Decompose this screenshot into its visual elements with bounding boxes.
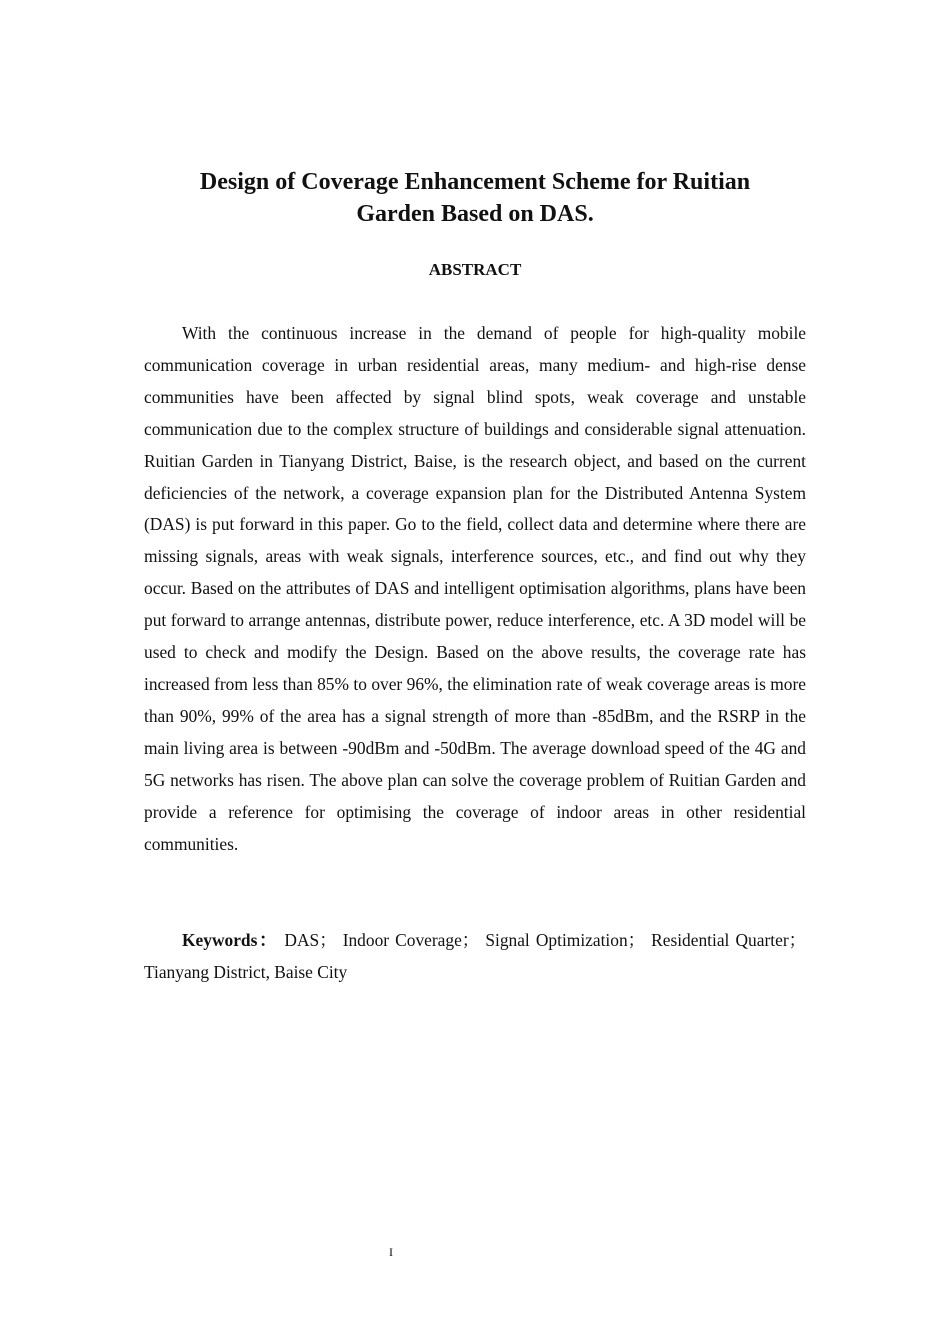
- abstract-body: With the continuous increase in the demand of people for high-quality mobile communication coverage in urban residential areas, many medium- and high-rise dense communities have been affected by signal blind spots, weak coverage and unstable communication due to the complex structure of buildings and considerable signal attenuation. Ruitian Garden in Tianyang District, Baise, is the research object, and based on the current deficiencies of the network, a coverage expansion plan for the Distributed Antenna System (DAS) is put forward in this paper. Go to the field, collect data and determine where there are missing signals, areas with weak signals, interference sources, etc., and find out why they occur. Based on the attributes of DAS and intelligent optimisation algorithms, plans have been put forward to arrange antennas, distribute power, reduce interference, etc. A 3D model will be used to check and modify the Design. Based on the above results, the coverage rate has increased from less than 85% to over 96%, the elimination rate of weak coverage areas is more than 90%, 99% of the area has a signal strength of more than -85dBm, and the RSRP in the main living area is between -90dBm and -50dBm. The average download speed of the 4G and 5G networks has risen. The above plan can solve the coverage problem of Ruitian Garden and provide a reference for optimising the coverage of indoor areas in other residential communities.: [144, 323, 806, 854]
- keywords-paragraph: [144, 925, 806, 989]
- keywords-label: Keywords：: [182, 930, 279, 950]
- page-number: I: [389, 1245, 393, 1259]
- abstract-heading: ABSTRACT: [428, 260, 522, 279]
- paper-title: Design of Coverage Enhancement Scheme for Ruitian Garden Based on DAS.: [199, 169, 751, 227]
- keywords-list: DAS； Indoor Coverage； Signal Optimization； Residential Quarter；Tianyang District, Baise City: [144, 930, 806, 982]
